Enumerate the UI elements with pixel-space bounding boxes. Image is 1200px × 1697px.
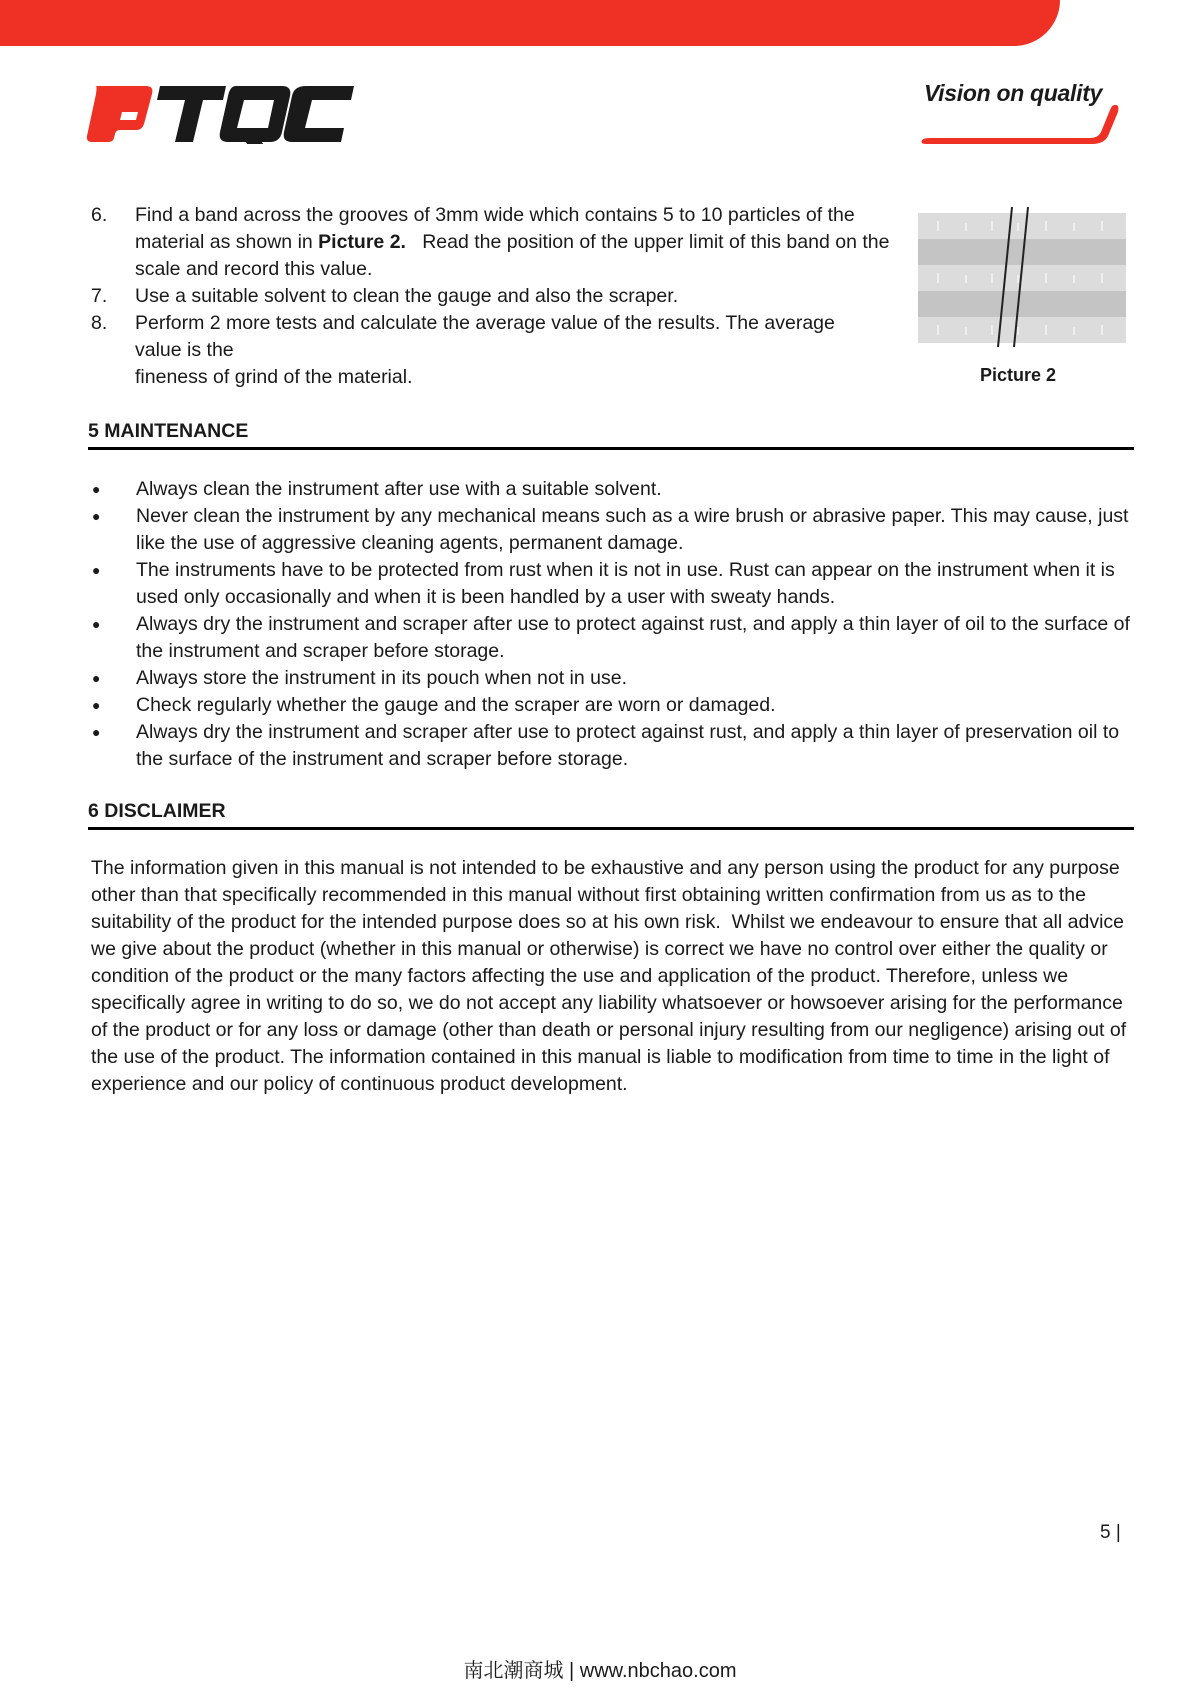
procedure-steps: [91, 202, 895, 391]
list-item-text: The instruments have to be protected from rust when it is not in use. Rust can appear on the instrument when it is used only occasionally and when it is been handled by a user with sweaty hands.: [136, 559, 1115, 608]
list-item-text: Never clean the instrument by any mechanical means such as a wire brush or abrasive paper. This may cause, just like the use of aggressive cleaning agents, permanent damage.: [136, 505, 1129, 554]
maintenance-list: [91, 476, 1131, 773]
bullet-icon: ●: [92, 562, 101, 578]
tagline-text: Vision on quality: [924, 80, 1103, 106]
list-item-text: Always clean the instrument after use with a suitable solvent.: [136, 478, 662, 500]
section-heading-disclaimer: 6 DISCLAIMER: [88, 800, 1134, 830]
step-6: [91, 202, 895, 283]
step-text-part: Perform 2 more tests and calculate the average value of the results. The average value is the: [135, 312, 835, 361]
bullet-icon: ●: [92, 724, 101, 740]
list-item-text: Always dry the instrument and scraper after use to protect against rust, and apply a thin layer of preservation oil to the surface of the instrument and scraper before storage.: [136, 721, 1120, 770]
bullet-icon: ●: [92, 616, 101, 632]
step-text: [135, 310, 891, 391]
step-text-part: Read the position of the upper limit of this band on the scale and record this value.: [135, 231, 895, 280]
tagline: [920, 80, 1130, 150]
step-number: 8.: [91, 312, 108, 334]
step-text-part: Find a band across the grooves of 3mm wide which contains 5 to 10 particles of the material as shown in: [135, 204, 855, 253]
step-text: Use a suitable solvent to clean the gauge and also the scraper.: [135, 285, 679, 307]
step-number: 6.: [91, 204, 108, 226]
bullet-icon: ●: [92, 508, 101, 524]
list-item: [91, 692, 1131, 719]
page-number: 5 |: [1100, 1522, 1121, 1543]
picture-caption: Picture 2: [979, 365, 1057, 385]
list-item: [91, 611, 1131, 665]
disclaimer-text: The information given in this manual is not intended to be exhaustive and any person using the product for any purpose other than that specifically recommended in this manual without first obtaining written confirmation from us as to the suitability of the product for the intended purpose does so at his own risk. Whilst we endeavour to ensure that all advice we give about the product (whether in this manual or otherwise) is correct we have no control over either the quality or condition of the product or the many factors affecting the use and application of the product. Therefore, unless we specifically agree in writing to do so, we do not accept any liability whatsoever or howsoever arising for the performance of the product or for any loss or damage (other than death or personal injury resulting from our negligence) arising out of the use of the product. The information contained in this manual is liable to modification from time to time in the light of experience and our policy of continuous product development.: [91, 857, 1132, 1095]
picture-2-figure: [918, 205, 1130, 395]
list-item: [91, 476, 1131, 503]
bullet-icon: ●: [92, 481, 101, 497]
step-number: 7.: [91, 285, 108, 307]
list-item: [91, 557, 1131, 611]
section-heading-maintenance: 5 MAINTENANCE: [88, 420, 1134, 450]
list-item-text: Always dry the instrument and scraper after use to protect against rust, and apply a thin layer of oil to the surface of the instrument and scraper before storage.: [136, 613, 1130, 662]
band-marker-lines: [918, 205, 1130, 365]
list-item-text: Check regularly whether the gauge and the scraper are worn or damaged.: [136, 694, 776, 716]
tqc-logo: [86, 84, 356, 144]
step-text: [135, 202, 895, 283]
bullet-icon: ●: [92, 697, 101, 713]
step-8: [91, 310, 891, 391]
list-item: [91, 503, 1131, 557]
bullet-icon: ●: [92, 670, 101, 686]
footer-watermark: 南北潮商城 | www.nbchao.com: [463, 1660, 737, 1682]
step-7: [91, 283, 891, 310]
picture-reference: Picture 2.: [318, 231, 406, 253]
list-item-text: Always store the instrument in its pouch when not in use.: [136, 667, 628, 689]
header-red-band: [0, 0, 1060, 46]
step-text-continuation: fineness of grind of the material.: [135, 366, 413, 388]
list-item: [91, 719, 1131, 773]
list-item: [91, 665, 1131, 692]
